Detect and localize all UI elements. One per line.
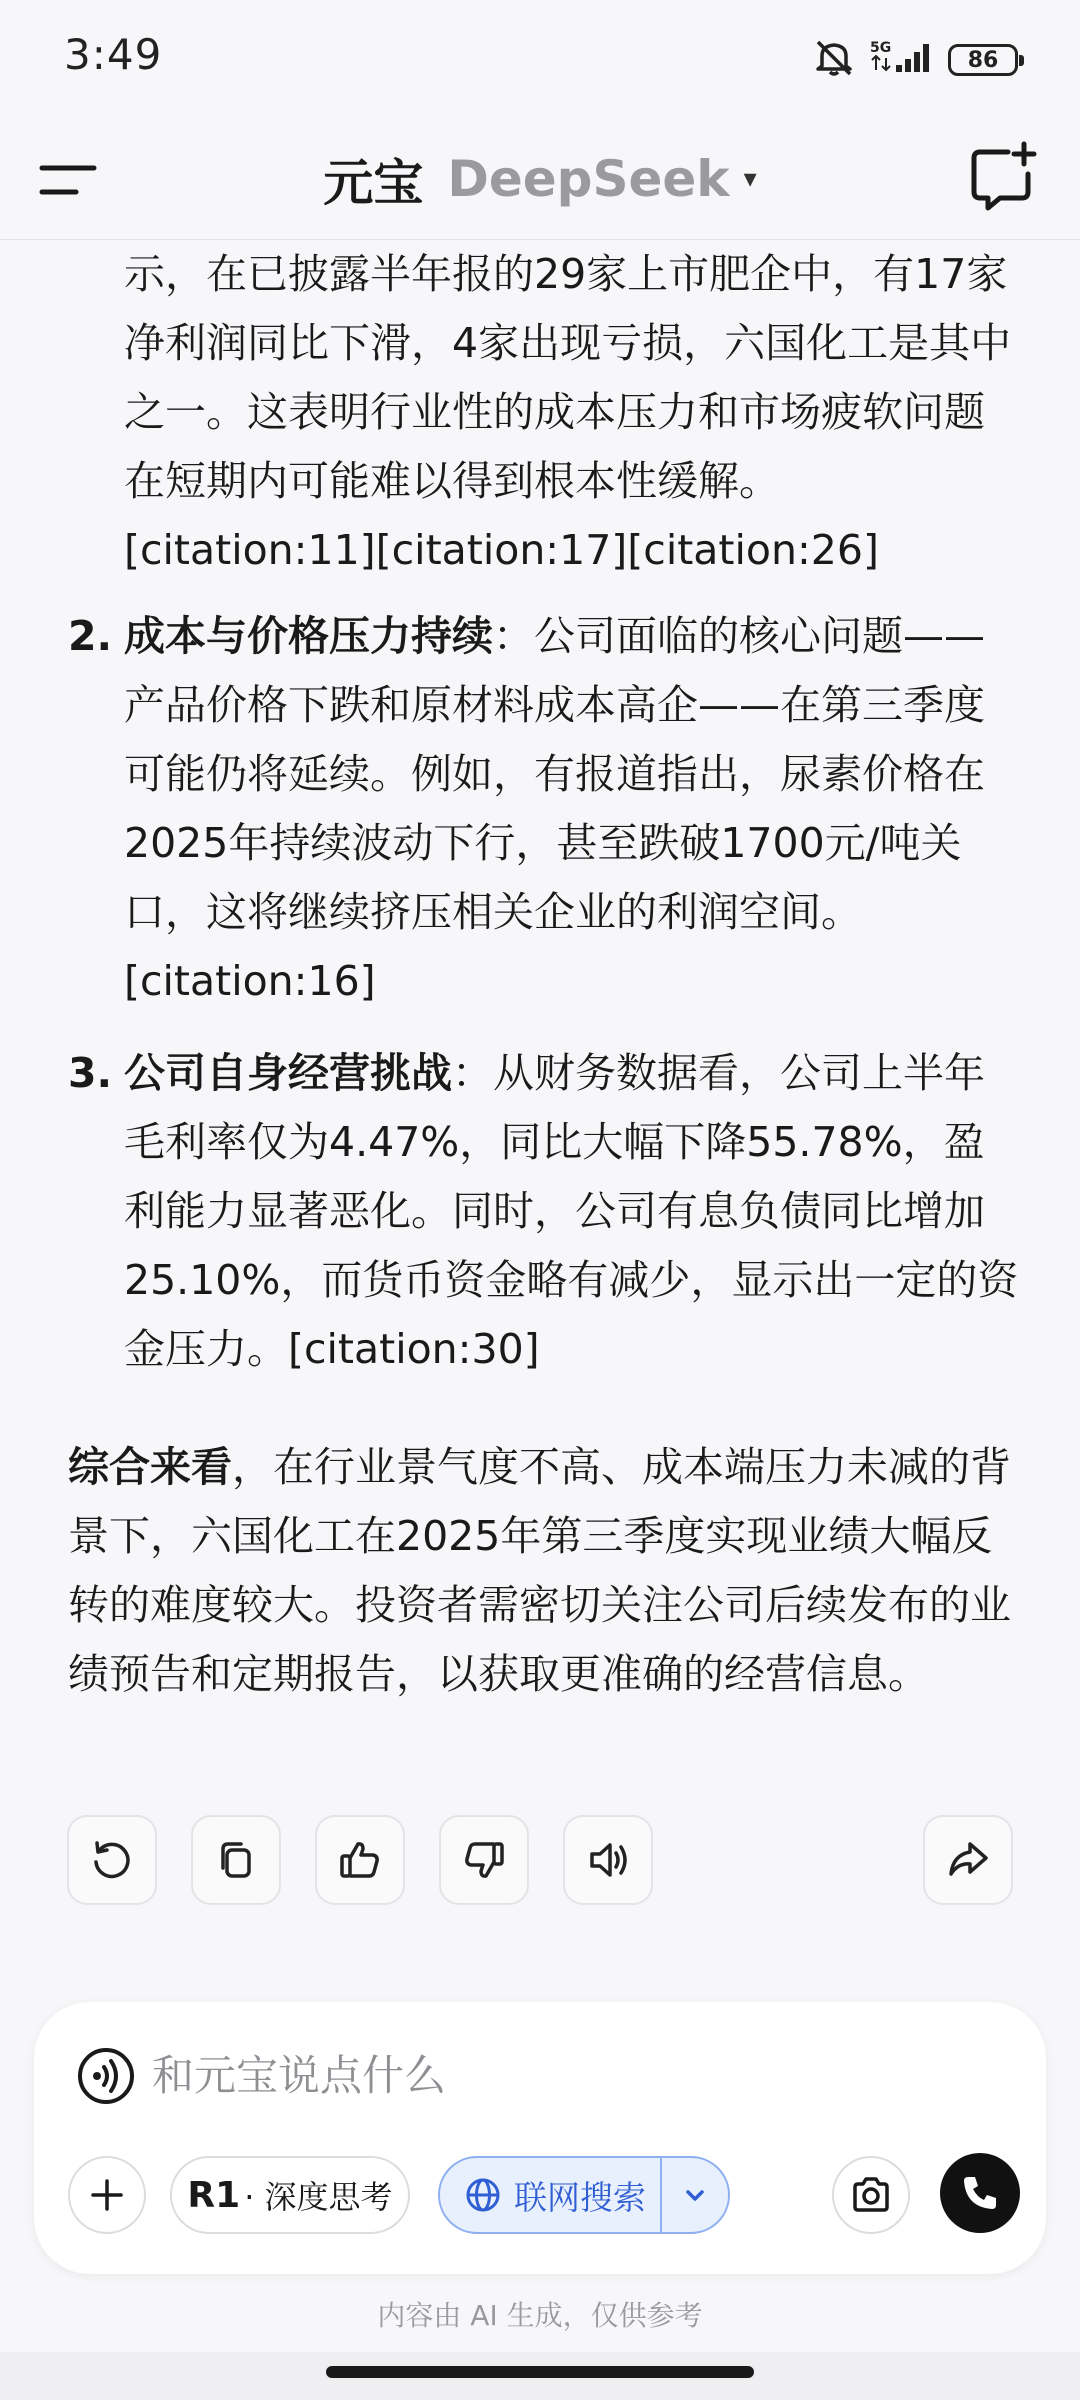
share-icon [944, 1836, 992, 1884]
status-time: 3:49 [64, 30, 163, 79]
copy-button[interactable] [191, 1815, 281, 1905]
deep-think-toggle[interactable] [170, 2156, 410, 2234]
camera-button[interactable] [832, 2156, 910, 2234]
home-indicator[interactable] [326, 2366, 754, 2378]
speaker-icon [584, 1836, 632, 1884]
message-actions [0, 1815, 1080, 1907]
battery-indicator: 86 [948, 44, 1018, 76]
globe-icon [464, 2176, 502, 2214]
list-item-body [124, 602, 1024, 1016]
list-item [68, 602, 1028, 1016]
model-switcher[interactable] [0, 144, 1080, 214]
list-number: 2. [68, 612, 113, 660]
mute-icon [812, 38, 856, 82]
thumbs-up-icon [336, 1836, 384, 1884]
summary-text: ，在行业景气度不高、成本端压力未减的背景下，六国化工在2025年第三季度实现业绩大幅反转的难度较大。投资者需密切关注公司后续发布的业绩预告和定期报告，以获取更准确的经营信息。 [68, 1443, 1011, 1698]
voice-wave-icon [76, 2046, 136, 2106]
status-icons [812, 36, 1018, 84]
list-item [68, 1039, 1028, 1384]
ai-disclaimer: 内容由 AI 生成，仅供参考 [377, 2299, 703, 2332]
list-item-text: ：从财务数据看，公司上半年毛利率仅为4.47%，同比大幅下降55.78%，盈利能力显著恶化。同时，公司有息负债同比增加25.10%，而货币资金略有减少，显示出一定的资金压力。[citation:30] [124, 1049, 1019, 1373]
read-aloud-button[interactable] [563, 1815, 653, 1905]
list-item-title: 成本与价格压力持续 [124, 612, 493, 660]
app-header [0, 120, 1080, 240]
phone-icon [958, 2171, 1002, 2215]
chevron-down-icon [680, 2180, 710, 2210]
web-search-toggle[interactable] [438, 2156, 730, 2234]
new-chat-icon [964, 138, 1044, 218]
list-item-text: ：公司面临的核心问题——产品价格下跌和原材料成本高企——在第三季度可能仍将延续。例如，有报道指出，尿素价格在2025年持续波动下行，甚至跌破1700元/吨关口，这将继续挤压相关企业的利润空间。[citation:16] [124, 612, 985, 1005]
thumbs-up-button[interactable] [315, 1815, 405, 1905]
list-item-title: 公司自身经营挑战 [124, 1049, 452, 1097]
camera-icon [849, 2173, 893, 2217]
share-button[interactable] [923, 1815, 1013, 1905]
summary-title: 综合来看 [68, 1443, 232, 1491]
new-chat-button[interactable] [964, 138, 1044, 218]
r1-name: R1 [187, 2174, 241, 2216]
add-attachment-button[interactable] [68, 2156, 146, 2234]
message-input[interactable] [152, 2046, 852, 2106]
search-options-dropdown[interactable] [662, 2158, 728, 2232]
signal-icon [868, 38, 936, 82]
status-bar [0, 0, 1080, 120]
deep-think-label: · 深度思考 [244, 2178, 393, 2216]
voice-mode-button[interactable] [76, 2046, 136, 2106]
list-item-body [124, 1039, 1024, 1384]
app-name: 元宝 [323, 154, 424, 212]
web-search-main[interactable] [440, 2158, 660, 2232]
list-number: 3. [68, 1049, 113, 1097]
caret-down-icon: ▾ [743, 164, 757, 194]
summary-paragraph [68, 1433, 1023, 1709]
composer [34, 2002, 1046, 2274]
thumbs-down-icon [460, 1836, 508, 1884]
voice-call-button[interactable] [940, 2153, 1020, 2233]
refresh-icon [89, 1837, 135, 1883]
thumbs-down-button[interactable] [439, 1815, 529, 1905]
plus-icon [87, 2175, 127, 2215]
copy-icon [213, 1837, 259, 1883]
answer-paragraph: 示，在已披露半年报的29家上市肥企中，有17家净利润同比下滑，4家出现亏损，六国化工是其中之一。这表明行业性的成本压力和市场疲软问题在短期内可能难以得到根本性缓解。[citation:11][citation:17][citation:26] [124, 250, 1012, 574]
svg-text:5G: 5G [870, 40, 892, 56]
model-name: DeepSeek [447, 150, 730, 208]
chat-content [0, 240, 1080, 1960]
web-search-label: 联网搜索 [514, 2177, 646, 2217]
regenerate-button[interactable] [67, 1815, 157, 1905]
